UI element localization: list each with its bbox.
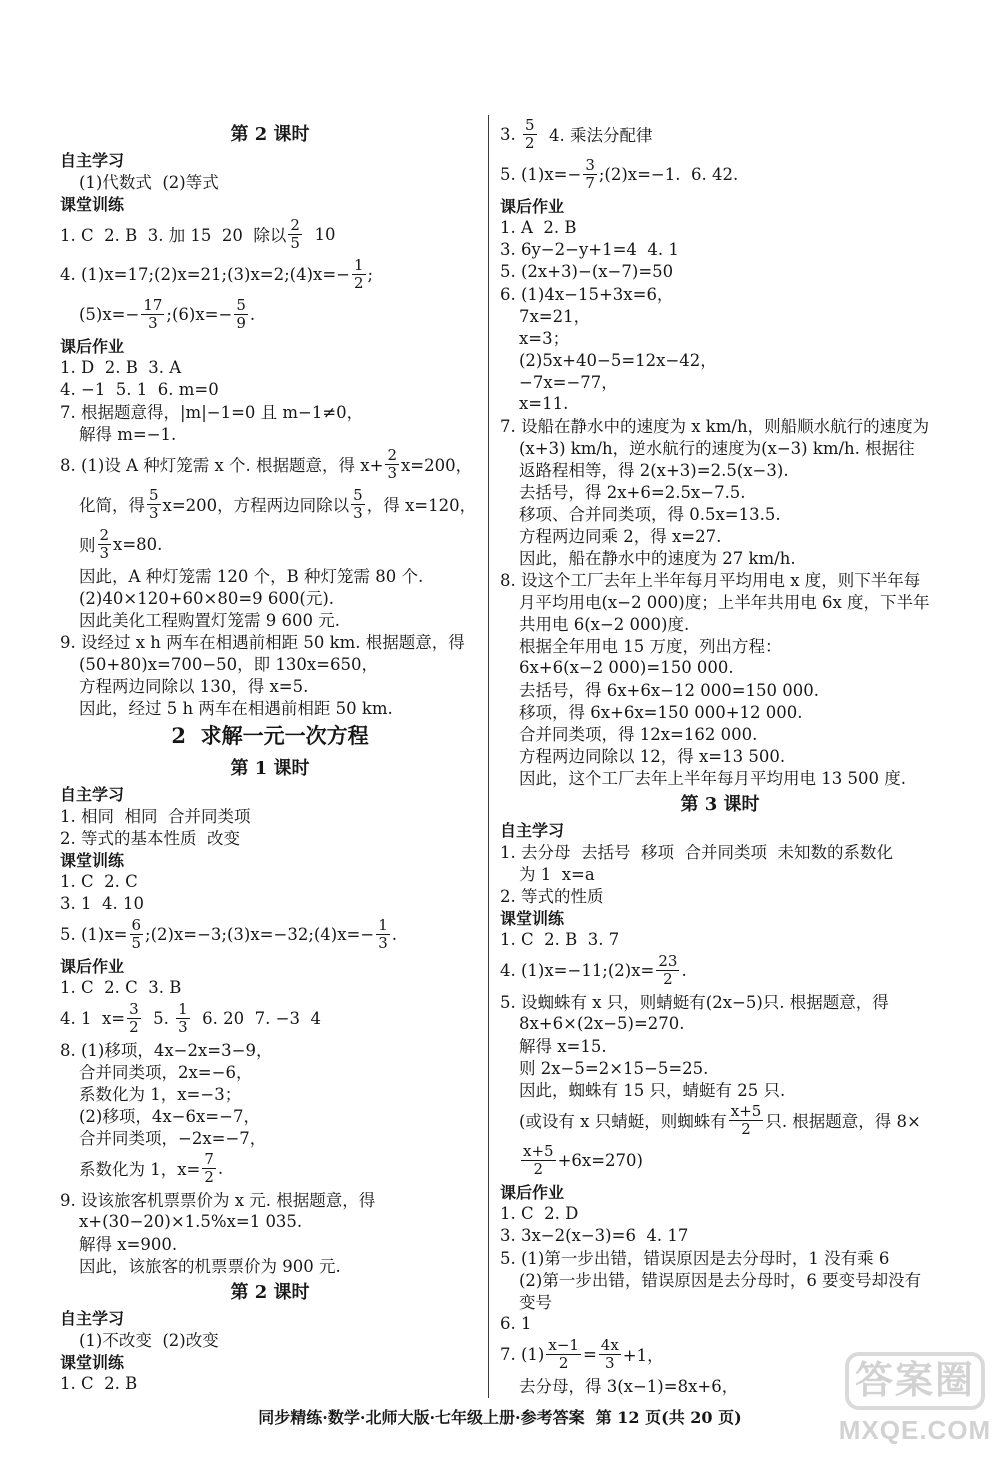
answer-continuation-line [500,678,940,700]
answer-line [500,282,940,304]
answer-text: 方程两边同除以 12，得 x=13 500. [519,747,786,766]
answer-text: 5. [142,1008,175,1028]
fraction-denominator: 7 [585,173,595,192]
answer-text: 去分母，得 3(x−1)=8x+6， [519,1377,739,1396]
answer-line [60,914,480,954]
answer-continuation-line [500,458,940,480]
answer-line [500,1246,940,1268]
answer-text: . [391,924,397,944]
fraction-numerator: x+5 [523,1141,554,1160]
answer-text: 8x+6×(2x−5)=270. [519,1013,685,1033]
answer-text: 4. −1 5. 1 6. m=0 [60,379,219,399]
answer-text: x=11. [519,393,569,413]
answer-text: 因此，蜘蛛有 15 只，蜻蜓有 25 只. [519,1081,786,1100]
answer-line [500,928,940,950]
answer-text: 因此，A 种灯笼需 120 个，B 种灯笼需 80 个. [79,567,424,586]
answer-text: 5. (1)x= [60,924,128,944]
answer-text: 4. 1 x= [60,1008,126,1028]
watermark-brand: 答案圈 [845,1352,985,1410]
section-label-text: 课后作业 [60,956,125,976]
fraction [147,487,161,522]
answer-line [60,804,480,826]
answer-continuation-line [500,700,940,722]
section-label [60,848,480,870]
answer-line [60,214,480,254]
answer-text: +1， [622,1346,664,1365]
answer-continuation-line [60,422,480,444]
section-label-text: 课后作业 [500,1182,565,1202]
section-label [60,334,480,356]
answer-line [500,568,940,590]
fraction [234,297,248,332]
answer-continuation-line [60,1082,480,1104]
fraction-numerator: 5 [353,485,363,504]
answer-text: 系数化为 1，x=−3； [79,1085,242,1104]
answer-text: x=200，方程两边同除以 [162,496,350,515]
fraction-denominator: 9 [236,313,246,332]
answer-text: 返路程相等，得 2(x+3)=2.5(x−3). [519,461,789,480]
fraction [352,257,366,292]
answer-text: ; [367,264,374,284]
answer-text: 5. 设蜘蛛有 x 只，则蜻蜓有(2x−5)只. 根据题意，得 [500,993,889,1012]
section-label-text: 自主学习 [60,150,125,170]
fraction [351,487,365,522]
answer-text: 1. D 2. B 3. A [60,357,182,377]
answer-continuation-line [500,656,940,678]
answer-line [60,630,480,652]
answer-continuation-line [60,608,480,630]
answer-continuation-line [60,1210,480,1232]
answer-line [500,414,940,436]
fraction-numerator: 3 [585,155,595,174]
answer-continuation-line [500,326,940,348]
fraction-numerator: 2 [99,525,110,544]
fraction-numerator: 2 [290,215,300,234]
fraction [202,1151,216,1186]
answer-continuation-line [500,1056,940,1078]
fraction [521,1143,556,1178]
section-label-text: 自主学习 [500,820,565,840]
answer-text: 月平均用电(x−2 000)度；上半年共用电 6x 度，下半年 [519,593,930,612]
answer-continuation-line [500,524,940,546]
answer-text: 5. (2x+3)−(x−7)=50 [500,261,674,281]
answer-line [500,840,940,862]
answer-text: . [681,960,687,980]
answer-text: (1)代数式 (2)等式 [79,173,219,192]
answer-text: 3. 6y−2−y+1=4 4. 1 [500,239,679,259]
fraction-numerator: 1 [354,255,364,274]
answer-continuation-line [60,564,480,586]
answer-text: 8. (1)移项，4x−2x=3−9， [60,1041,273,1060]
answer-text: (2)移项，4x−6x=−7， [79,1107,260,1126]
answer-text: 5. (1)x=− [500,164,582,184]
answer-text: 6. 20 7. −3 4 [191,1008,321,1028]
answer-text: 9. 设经过 x h 两车在相遇前相距 50 km. 根据题意，得 [60,633,465,652]
fraction-numerator: 4x [600,1335,619,1354]
fraction-denominator: 2 [525,133,535,152]
fraction [729,1103,764,1138]
fraction-denominator: 5 [131,933,142,952]
answer-continuation-line [500,744,940,766]
answer-text: ，得 x=120， [366,496,477,515]
answer-text: (1)不改变 (2)改变 [79,1331,219,1350]
answer-text: 根据全年用电 15 万度，列出方程： [519,637,782,656]
section-label [500,906,940,928]
answer-text: 去括号，得 6x+6x−12 000=150 000. [519,681,820,700]
section-label-text: 自主学习 [60,784,125,804]
answer-text: (5)x=− [79,304,140,324]
answer-line [500,238,940,260]
answer-continuation-line [500,1034,940,1056]
answer-text: x=200， [400,456,473,475]
column-divider [488,115,489,1398]
answer-text: 共用电 6(x−2 000)度. [519,615,690,634]
answer-text: 因此美化工程购置灯笼需 9 600 元. [79,611,340,630]
answer-line [60,1038,480,1060]
fraction [546,1337,581,1372]
fraction-denominator: 2 [204,1167,214,1186]
answer-continuation-line [500,634,940,656]
answer-text: 10 [303,224,336,244]
answer-text: 则 [79,536,96,555]
answer-continuation-line [500,480,940,502]
lesson-heading [60,118,480,148]
fraction-denominator: 2 [129,1017,139,1036]
fraction [376,917,390,952]
section-label-text: 课堂训练 [500,908,565,928]
chapter-heading [60,718,480,752]
fraction [176,1001,190,1036]
answer-continuation-line [60,1232,480,1254]
right-column [500,114,940,1396]
answer-text: 8. 设这个工厂去年上半年每月平均用电 x 度，则下半年每 [500,571,921,590]
answer-text: 7. 根据题意得，|m|−1=0 且 m−1≠0， [60,403,364,422]
answer-text: . [249,304,256,324]
answer-text: 因此，船在静水中的速度为 27 km/h. [519,549,796,568]
fraction-numerator: 1 [178,999,188,1018]
answer-text: 合并同类项，得 12x=162 000. [519,725,758,744]
fraction-numerator: 6 [131,915,142,934]
answer-text: −7x=−77， [519,373,618,392]
fraction-denominator: 3 [99,543,110,562]
answer-continuation-line [60,1148,480,1188]
answer-text: 5. (1)第一步出错，错误原因是去分母时，1 没有乘 6 [500,1249,890,1268]
fraction-denominator: 3 [387,463,397,482]
fraction [288,217,302,252]
answer-text: 1. C 2. B 3. 加 15 20 除以 [60,226,287,245]
fraction-denominator: 2 [354,273,364,292]
fraction-numerator: 5 [236,295,246,314]
section-label-text: 课堂训练 [60,1352,125,1372]
answer-continuation-line [60,1254,480,1276]
fraction-numerator: 5 [149,485,159,504]
fraction-denominator: 5 [290,233,300,252]
watermark-logo [836,1352,994,1464]
answer-line [60,870,480,892]
lesson-heading-text: 第 2 课时 [230,1282,310,1303]
answer-text: 7x=21， [519,307,591,326]
answer-continuation-line [500,766,940,788]
fraction [130,917,144,952]
answer-line [500,1312,940,1334]
answer-text: 去括号，得 2x+6=2.5x−7.5. [519,483,746,502]
answer-text: 1. C 2. B 3. 7 [500,929,620,949]
answer-text: 7. (1) [500,1344,545,1364]
answer-line [60,444,480,484]
fraction-numerator: 3 [129,999,139,1018]
fraction-numerator: x+5 [730,1101,762,1120]
answer-line [60,998,480,1038]
fraction-numerator: 23 [658,951,678,970]
answer-continuation-line [60,294,480,334]
answer-text: 1. A 2. B [500,217,577,237]
fraction-denominator: 3 [378,933,388,952]
answer-text: x+(30−20)×1.5%x=1 035. [79,1211,303,1231]
answer-continuation-line [60,1060,480,1082]
fraction-denominator: 2 [741,1119,751,1138]
lesson-heading [60,752,480,782]
answer-text: 1. C 2. C [60,871,138,891]
answer-text: ;(6)x=− [166,304,233,324]
answer-text: 1. C 2. B [60,1373,138,1393]
answer-text: . [217,1158,224,1178]
answer-text: 则 2x−5=2×15−5=25. [519,1059,709,1078]
fraction-denominator: 3 [178,1017,188,1036]
answer-text: x=3； [519,329,570,348]
answer-text: (x+3) km/h，逆水航行的速度为(x−3) km/h. 根据往 [519,439,915,458]
answer-text: 3. 3x−2(x−3)=6 4. 17 [500,1225,689,1245]
section-label [60,192,480,214]
fraction [656,953,679,988]
answer-text: (2)40×120+60×80=9 600(元). [79,589,335,608]
fraction-denominator: 3 [148,313,158,332]
answer-continuation-line [60,674,480,696]
answer-text: 解得 x=15. [519,1037,607,1056]
answer-continuation-line [500,348,940,370]
section-label [60,782,480,804]
answer-continuation-line [500,862,940,884]
answer-text: 3. 1 4. 10 [60,893,144,913]
section-label [500,1180,940,1202]
section-label-text: 课堂训练 [60,850,125,870]
page-footer: 同步精练·数学·北师大版·七年级上册·参考答案 第 12 页(共 20 页) [258,1408,742,1427]
answer-text: 6. 1 [500,1313,532,1333]
answer-text: 1. 相同 相同 合并同类项 [60,807,251,826]
fraction-denominator: 3 [353,503,363,522]
answer-text: 解得 m=−1. [79,425,177,444]
answer-continuation-line [60,586,480,608]
answer-text: 3. [500,124,521,144]
answer-text: 6. (1)4x−15+3x=6， [500,285,674,304]
answer-continuation-line [500,370,940,392]
answer-text: 合并同类项，2x=−6， [79,1063,253,1082]
section-label [60,1350,480,1372]
answer-line [60,254,480,294]
lesson-heading [60,1276,480,1306]
answer-continuation-line [60,1328,480,1350]
answer-line [500,1202,940,1224]
answer-line [500,260,940,282]
section-label-text: 自主学习 [60,1308,125,1328]
answer-text: 9. 设该旅客机票票价为 x 元. 根据题意，得 [60,1191,376,1210]
answer-continuation-line [500,546,940,568]
answer-continuation-line [60,170,480,192]
answer-text: 只. 根据题意，得 8× [765,1112,921,1131]
section-label [60,148,480,170]
answer-text: 8. (1)设 A 种灯笼需 x 个. 根据题意，得 x+ [60,456,384,475]
fraction-numerator: 1 [378,915,388,934]
answer-continuation-line [500,436,940,458]
answer-line [500,884,940,906]
answer-line [500,114,940,154]
fraction-numerator: 17 [143,295,163,314]
answer-text: +6x=270) [557,1150,643,1170]
answer-continuation-line [60,524,480,564]
fraction [141,297,164,332]
fraction [583,157,597,192]
fraction-denominator: 2 [533,1159,544,1178]
lesson-heading-text: 第 1 课时 [230,758,310,779]
answer-text: 移项、合并同类项，得 0.5x=13.5. [519,505,781,524]
answer-text: x=80. [113,534,163,554]
answer-text: 4. 乘法分配律 [538,126,653,145]
answer-continuation-line [500,1012,940,1034]
answer-continuation-line [60,484,480,524]
answer-text: 因此，该旅客的机票票价为 900 元. [79,1257,341,1276]
section-label [500,194,940,216]
answer-line [500,990,940,1012]
answer-text: 因此，这个工厂去年上半年每月平均用电 13 500 度. [519,769,906,788]
answer-continuation-line [500,722,940,744]
answer-line [60,892,480,914]
section-label [60,954,480,976]
fraction-denominator: 3 [605,1353,615,1372]
answer-continuation-line [500,304,940,326]
answer-text: 化简，得 [79,496,145,515]
answer-text: 2. 等式的基本性质 改变 [60,829,240,848]
lesson-heading [500,788,940,818]
answer-text: 4. (1)x=−11;(2)x= [500,960,655,980]
answer-text: 1. C 2. D [500,1203,579,1223]
lesson-heading-text: 第 2 课时 [230,124,310,145]
answer-line [60,400,480,422]
answer-text: 方程两边同乘 2，得 x=27. [519,527,722,546]
answer-continuation-line [500,502,940,524]
answer-text: (2)5x+40−5=12x−42， [519,351,717,370]
answer-text: 1. 去分母 去括号 移项 合并同类项 未知数的系数化 [500,843,893,862]
answer-text: 变号 [519,1293,552,1312]
answer-continuation-line [60,696,480,718]
left-column [60,118,480,1394]
section-label [500,818,940,840]
answer-text: (50+80)x=700−50，即 130x=650， [79,655,378,674]
answer-text: 移项，得 6x+6x=150 000+12 000. [519,703,803,722]
answer-text: (2)第一步出错，错误原因是去分母时，6 要变号却没有 [519,1271,922,1290]
answer-text: 解得 x=900. [79,1235,178,1254]
answer-text: ;(2)x=−3;(3)x=−32;(4)x=− [145,924,375,944]
section-label-text: 课后作业 [500,196,565,216]
fraction-numerator: x−1 [548,1335,579,1354]
answer-text: 2. 等式的性质 [500,887,604,906]
answer-continuation-line [500,1100,940,1140]
answer-line [60,356,480,378]
answer-text: 7. 设船在静水中的速度为 x km/h，则船顺水航行的速度为 [500,417,930,436]
answer-continuation-line [500,1140,940,1180]
answer-line [60,1372,480,1394]
answer-text: 系数化为 1，x= [79,1160,201,1179]
answer-continuation-line [500,1078,940,1100]
answer-text: = [582,1344,597,1364]
answer-text: (或设有 x 只蜻蜓，则蜘蛛有 [519,1112,727,1131]
fraction-numerator: 7 [204,1149,214,1168]
answer-text: 1. C 2. C 3. B [60,977,182,997]
fraction [523,117,537,152]
answer-line [60,976,480,998]
answer-continuation-line [60,652,480,674]
answer-continuation-line [500,612,940,634]
fraction-numerator: 2 [387,445,397,464]
chapter-heading-text: 2 求解一元一次方程 [171,723,369,748]
answer-line [60,378,480,400]
fraction-numerator: 5 [525,115,535,134]
answer-continuation-line [60,1126,480,1148]
answer-continuation-line [60,1104,480,1126]
fraction [385,447,399,482]
fraction-denominator: 2 [663,969,673,988]
answer-text: 因此，经过 5 h 两车在相遇前相距 50 km. [79,699,393,718]
answer-continuation-line [500,1268,940,1290]
answer-text: ;(2)x=−1. 6. 42. [598,164,739,184]
fraction [599,1337,621,1372]
answer-line [500,950,940,990]
fraction-denominator: 3 [149,503,159,522]
answer-text: 合并同类项，−2x=−7， [79,1129,267,1148]
fraction-denominator: 2 [558,1353,569,1372]
fraction [127,1001,141,1036]
answer-text: 4. (1)x=17;(2)x=21;(3)x=2;(4)x=− [60,264,350,284]
section-label [60,1306,480,1328]
answer-line [60,1188,480,1210]
answer-continuation-line [500,590,940,612]
answer-text: 为 1 x=a [519,865,595,884]
answer-line [500,154,940,194]
answer-continuation-line [500,1290,940,1312]
answer-line [60,826,480,848]
answer-continuation-line [500,392,940,414]
answer-text: 方程两边同除以 130，得 x=5. [79,677,309,696]
watermark-site: MXQE.COM [838,1415,992,1445]
section-label-text: 课后作业 [60,336,125,356]
section-label-text: 课堂训练 [60,194,125,214]
lesson-heading-text: 第 3 课时 [680,794,760,815]
answer-line [500,216,940,238]
answer-line [500,1224,940,1246]
fraction [98,527,112,562]
answer-text: 6x+6(x−2 000)=150 000. [519,657,734,677]
